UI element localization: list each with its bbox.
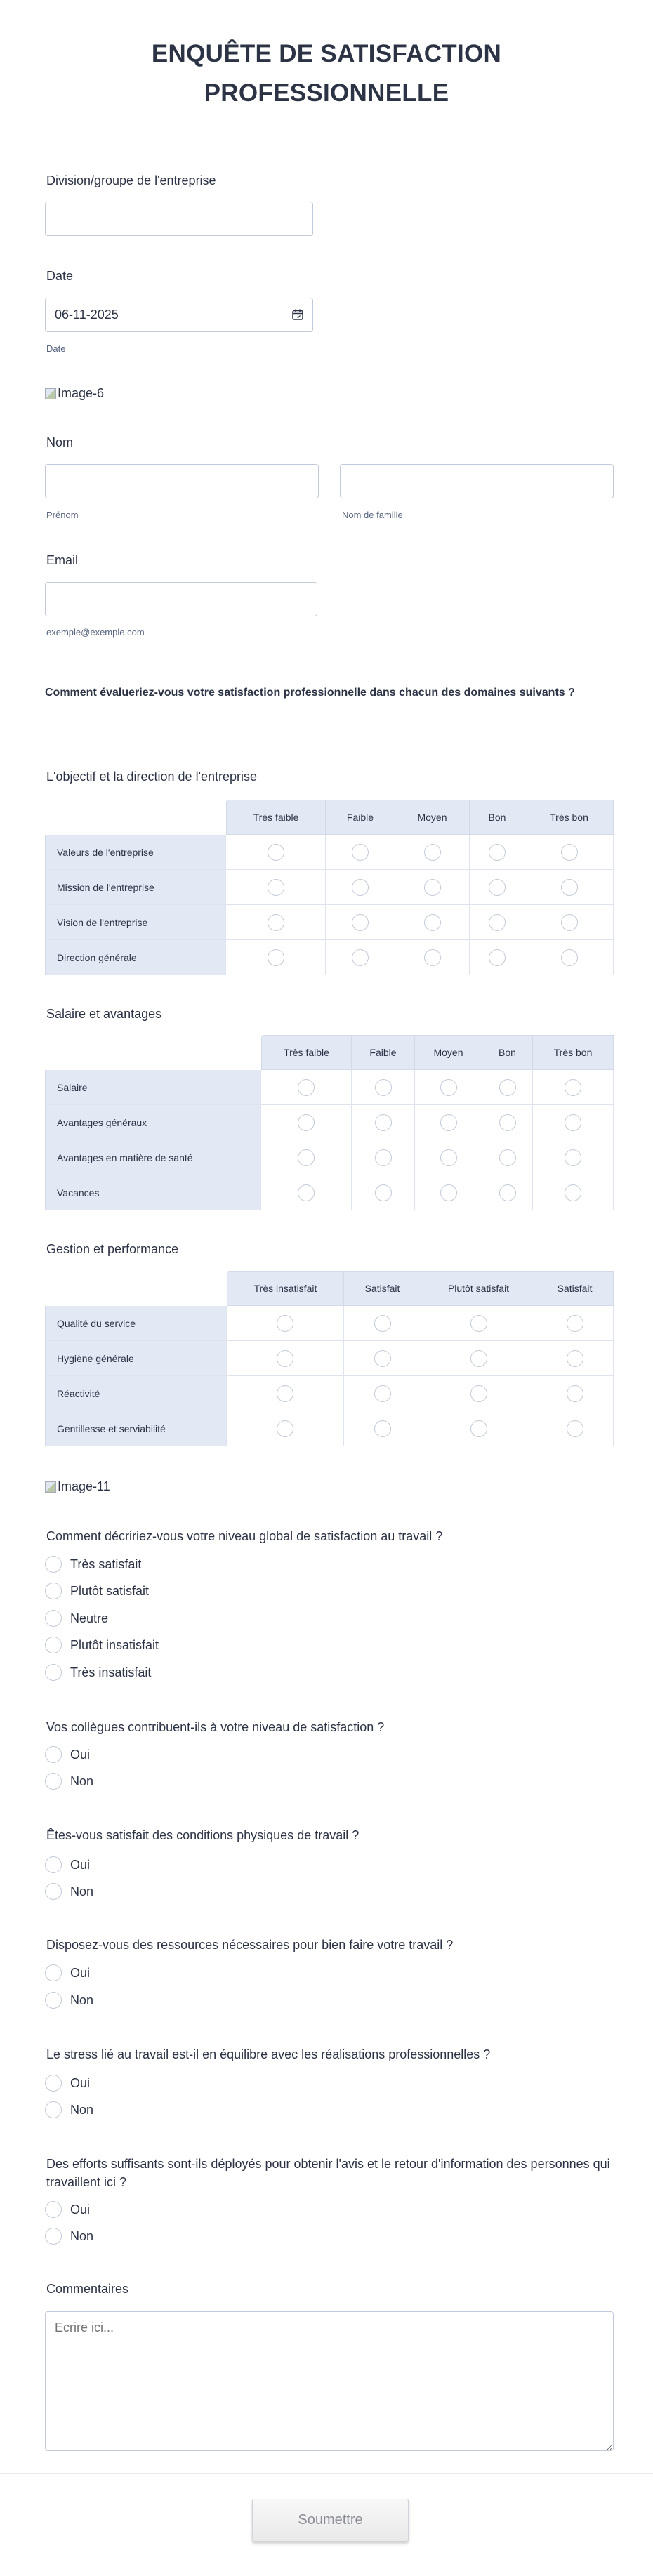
radio-button[interactable] <box>45 1664 62 1681</box>
matrix-cell <box>227 1341 344 1376</box>
matrix-radio[interactable] <box>567 1385 583 1402</box>
matrix-cell <box>227 1376 344 1411</box>
radio-button[interactable] <box>45 1992 62 2009</box>
calendar-icon[interactable] <box>291 308 304 321</box>
radio-option[interactable] <box>45 1964 90 1981</box>
matrix-row <box>45 1411 614 1446</box>
matrix-row-label: Vision de l'entreprise <box>45 905 226 940</box>
rating-matrix <box>45 1035 614 1210</box>
matrix-cell <box>395 870 470 905</box>
matrix-column-header: Moyen <box>415 1035 482 1070</box>
matrix-cell <box>482 1140 533 1175</box>
date-sublabel: Date <box>46 343 66 354</box>
matrix-cell <box>261 1140 352 1175</box>
matrix-cell <box>415 1070 482 1105</box>
matrix-column-header: Moyen <box>395 800 470 835</box>
matrix-row <box>45 1341 614 1376</box>
matrix-cell <box>352 1140 415 1175</box>
matrix-column-header: Bon <box>470 800 525 835</box>
matrix-title: Gestion et performance <box>46 1242 179 1256</box>
matrix-cell <box>326 940 395 975</box>
question-label: Disposez-vous des ressources nécessaires pour bien faire votre travail ? <box>46 1938 454 1952</box>
matrix-corner <box>45 800 226 835</box>
matrix-radio[interactable] <box>268 879 284 896</box>
radio-option-label: Neutre <box>70 1611 109 1625</box>
matrix-radio[interactable] <box>567 1315 583 1332</box>
email-input[interactable] <box>45 582 317 616</box>
matrix-radio[interactable] <box>298 1079 315 1096</box>
radio-option[interactable] <box>45 1773 93 1790</box>
rating-matrix <box>45 800 614 975</box>
matrix-column-header: Faible <box>326 800 395 835</box>
matrix-radio[interactable] <box>561 879 578 896</box>
radio-button[interactable] <box>45 2075 62 2092</box>
matrix-cell <box>536 1306 614 1341</box>
matrix-radio[interactable] <box>565 1184 581 1201</box>
submit-button[interactable]: Soumettre <box>252 2499 409 2542</box>
matrix-radio[interactable] <box>298 1184 315 1201</box>
name-label: Nom <box>46 435 74 449</box>
radio-button[interactable] <box>45 1637 62 1653</box>
form-title <box>0 34 653 113</box>
radio-option[interactable] <box>45 1610 108 1627</box>
radio-button[interactable] <box>45 1883 62 1900</box>
matrix-cell <box>344 1376 421 1411</box>
matrix-radio[interactable] <box>352 879 369 896</box>
matrix-radio[interactable] <box>424 949 441 966</box>
radio-option[interactable] <box>45 1556 141 1573</box>
date-label: Date <box>46 269 74 283</box>
matrix-row-label: Gentillesse et serviabilité <box>45 1411 227 1446</box>
matrix-cell <box>533 1140 614 1175</box>
division-input[interactable] <box>45 202 313 236</box>
matrix-cell <box>525 870 614 905</box>
matrix-column-header: Satisfait <box>344 1271 421 1306</box>
question-label: Des efforts suffisants sont-ils déployés pour obtenir l'avis et le retour d'information des personnes qui travaillent ici ? <box>46 2157 610 2189</box>
image-11-alt: Image-11 <box>58 1479 110 1493</box>
matrix-radio[interactable] <box>277 1420 293 1437</box>
email-label: Email <box>46 553 79 567</box>
matrix-cell <box>525 940 614 975</box>
matrix-row <box>45 1175 614 1210</box>
matrix-radio[interactable] <box>565 1149 581 1166</box>
matrix-cell <box>226 905 326 940</box>
radio-option-label: Plutôt insatisfait <box>70 1637 159 1652</box>
question-label: Comment décririez-vous votre niveau global de satisfaction au travail ? <box>46 1529 443 1543</box>
radio-option[interactable] <box>45 1664 151 1681</box>
matrix-column-header: Très faible <box>261 1035 352 1070</box>
matrix-row-label: Avantages en matière de santé <box>45 1140 261 1175</box>
matrix-radio[interactable] <box>470 1385 487 1402</box>
matrix-row-label: Avantages généraux <box>45 1105 261 1140</box>
matrix-cell <box>525 905 614 940</box>
matrix-cell <box>395 905 470 940</box>
matrix-radio[interactable] <box>374 1315 391 1332</box>
matrix-cell <box>470 940 525 975</box>
matrix-radio[interactable] <box>375 1149 392 1166</box>
matrix-radio[interactable] <box>489 844 506 861</box>
matrix-radio[interactable] <box>268 914 284 931</box>
radio-option[interactable] <box>45 2228 93 2245</box>
last-name-input[interactable] <box>340 464 614 498</box>
broken-image-icon <box>45 1481 56 1493</box>
matrix-cell <box>482 1175 533 1210</box>
matrix-radio[interactable] <box>277 1350 293 1367</box>
matrix-radio[interactable] <box>277 1385 293 1402</box>
matrix-radio[interactable] <box>440 1184 457 1201</box>
date-input[interactable] <box>45 298 313 332</box>
matrix-radio[interactable] <box>375 1184 392 1201</box>
radio-option-label: Oui <box>70 1857 91 1872</box>
matrix-radio[interactable] <box>375 1079 392 1096</box>
matrix-radio[interactable] <box>470 1350 487 1367</box>
matrix-radio[interactable] <box>499 1114 516 1131</box>
radio-option[interactable] <box>45 2101 93 2118</box>
title-line-1: ENQUÊTE DE SATISFACTION <box>151 40 502 67</box>
matrix-column-header: Très insatisfait <box>227 1271 344 1306</box>
radio-option-label: Très insatisfait <box>70 1665 152 1679</box>
matrix-cell <box>227 1411 344 1446</box>
matrix-cell <box>261 1070 352 1105</box>
matrix-radio[interactable] <box>374 1350 391 1367</box>
matrix-cell <box>533 1175 614 1210</box>
matrix-radio[interactable] <box>268 844 284 861</box>
matrix-cell <box>326 905 395 940</box>
image-6-alt: Image-6 <box>58 386 105 400</box>
rating-matrix <box>45 1271 614 1446</box>
matrix-cell <box>470 870 525 905</box>
form-header <box>0 0 653 150</box>
radio-option-label: Non <box>70 2102 94 2117</box>
matrix-cell <box>226 940 326 975</box>
radio-option-label: Non <box>70 1884 94 1898</box>
matrix-row <box>45 1140 614 1175</box>
radio-option[interactable] <box>45 1583 149 1599</box>
matrix-cell <box>326 835 395 870</box>
matrix-radio[interactable] <box>298 1114 315 1131</box>
matrix-row-label: Salaire <box>45 1070 261 1105</box>
matrix-title: L'objectif et la direction de l'entreprise <box>46 770 258 784</box>
matrix-column-header: Bon <box>482 1035 533 1070</box>
matrix-row <box>45 870 614 905</box>
comments-label: Commentaires <box>46 2282 129 2296</box>
radio-button[interactable] <box>45 1610 62 1627</box>
matrix-cell <box>525 835 614 870</box>
matrix-cell <box>470 905 525 940</box>
radio-button[interactable] <box>45 2101 62 2118</box>
matrix-cell <box>536 1376 614 1411</box>
matrix-row-label: Vacances <box>45 1175 261 1210</box>
matrix-cell <box>352 1105 415 1140</box>
matrix-column-header: Plutôt satisfait <box>421 1271 536 1306</box>
radio-option-label: Non <box>70 2228 94 2243</box>
question-label: Êtes-vous satisfait des conditions physiques de travail ? <box>46 1828 360 1842</box>
matrix-corner <box>45 1035 261 1070</box>
date-value: 06-11-2025 <box>55 308 119 322</box>
matrix-cell <box>344 1306 421 1341</box>
matrix-row-label: Réactivité <box>45 1376 227 1411</box>
matrix-cell <box>344 1411 421 1446</box>
radio-option-label: Oui <box>70 1747 91 1762</box>
radio-button[interactable] <box>45 1773 62 1790</box>
matrix-column-header: Faible <box>352 1035 415 1070</box>
matrix-radio[interactable] <box>298 1149 315 1166</box>
last-name-sublabel: Nom de famille <box>342 510 403 520</box>
matrix-row <box>45 835 614 870</box>
radio-button[interactable] <box>45 1964 62 1981</box>
question-label: Vos collègues contribuent-ils à votre niveau de satisfaction ? <box>46 1720 385 1734</box>
comments-textarea[interactable] <box>45 2311 614 2451</box>
radio-option-label: Plutôt satisfait <box>70 1583 150 1598</box>
matrix-column-header: Très faible <box>226 800 326 835</box>
image-6 <box>45 386 104 401</box>
matrix-cell <box>421 1376 536 1411</box>
matrix-radio[interactable] <box>489 879 506 896</box>
matrix-title: Salaire et avantages <box>46 1007 162 1021</box>
title-line-2: PROFESSIONNELLE <box>204 79 449 107</box>
matrix-radio[interactable] <box>470 1315 487 1332</box>
matrix-radio[interactable] <box>352 949 369 966</box>
matrix-column-header: Très bon <box>525 800 614 835</box>
matrix-cell <box>326 870 395 905</box>
matrix-radio[interactable] <box>440 1114 457 1131</box>
matrix-cell <box>352 1175 415 1210</box>
radio-option[interactable] <box>45 2201 90 2218</box>
radio-button[interactable] <box>45 1856 62 1873</box>
footer-divider <box>0 2473 653 2474</box>
matrix-cell <box>395 835 470 870</box>
matrix-row-label: Mission de l'entreprise <box>45 870 226 905</box>
radio-button[interactable] <box>45 1556 62 1573</box>
radio-option[interactable] <box>45 1856 90 1873</box>
matrix-radio[interactable] <box>352 844 369 861</box>
radio-option[interactable] <box>45 1883 93 1900</box>
matrix-cell <box>227 1306 344 1341</box>
matrix-cell <box>470 835 525 870</box>
matrix-radio[interactable] <box>561 949 578 966</box>
matrix-cell <box>421 1411 536 1446</box>
matrix-row-label: Direction générale <box>45 940 226 975</box>
email-sublabel: exemple@exemple.com <box>46 627 145 638</box>
matrix-row-label: Qualité du service <box>45 1306 227 1341</box>
matrix-radio[interactable] <box>565 1079 581 1096</box>
radio-option[interactable] <box>45 1992 93 2009</box>
radio-button[interactable] <box>45 1583 62 1599</box>
matrix-row <box>45 940 614 975</box>
matrix-cell <box>395 940 470 975</box>
matrix-cell <box>421 1341 536 1376</box>
matrix-cell <box>415 1140 482 1175</box>
matrix-radio[interactable] <box>440 1079 457 1096</box>
matrix-cell <box>261 1175 352 1210</box>
matrix-radio[interactable] <box>352 914 369 931</box>
matrix-radio[interactable] <box>567 1350 583 1367</box>
matrix-cell <box>226 870 326 905</box>
matrix-radio[interactable] <box>375 1114 392 1131</box>
matrix-radio[interactable] <box>470 1420 487 1437</box>
matrix-radio[interactable] <box>489 949 506 966</box>
radio-option-label: Oui <box>70 2202 91 2217</box>
image-11 <box>45 1479 110 1494</box>
matrix-radio[interactable] <box>565 1114 581 1131</box>
matrix-corner <box>45 1271 227 1306</box>
matrix-cell <box>533 1070 614 1105</box>
radio-button[interactable] <box>45 2228 62 2245</box>
matrix-question: Comment évalueriez-vous votre satisfaction professionnelle dans chacun des domaines suivants ? <box>45 687 575 699</box>
question-label: Le stress lié au travail est-il en équilibre avec les réalisations professionnelles ? <box>46 2047 491 2061</box>
radio-button[interactable] <box>45 2201 62 2218</box>
matrix-column-header: Très bon <box>533 1035 614 1070</box>
matrix-cell <box>226 835 326 870</box>
matrix-cell <box>261 1105 352 1140</box>
matrix-row <box>45 1105 614 1140</box>
matrix-row <box>45 1306 614 1341</box>
matrix-cell <box>536 1341 614 1376</box>
division-label: Division/groupe de l'entreprise <box>46 173 216 187</box>
first-name-input[interactable] <box>45 464 319 498</box>
matrix-cell <box>533 1105 614 1140</box>
matrix-radio[interactable] <box>424 879 441 896</box>
radio-option-label: Très satisfait <box>70 1557 142 1571</box>
matrix-radio[interactable] <box>424 914 441 931</box>
radio-button[interactable] <box>45 1746 62 1763</box>
matrix-row-label: Hygiène générale <box>45 1341 227 1376</box>
first-name-sublabel: Prénom <box>46 510 79 520</box>
matrix-radio[interactable] <box>489 914 506 931</box>
matrix-column-header: Satisfait <box>536 1271 614 1306</box>
radio-option[interactable] <box>45 2075 90 2092</box>
broken-image-icon <box>45 388 56 399</box>
radio-option-label: Oui <box>70 1965 91 1980</box>
matrix-radio[interactable] <box>374 1385 391 1402</box>
matrix-cell <box>482 1105 533 1140</box>
matrix-radio[interactable] <box>374 1420 391 1437</box>
matrix-radio[interactable] <box>277 1315 293 1332</box>
matrix-row <box>45 905 614 940</box>
matrix-radio[interactable] <box>499 1184 516 1201</box>
matrix-cell <box>536 1411 614 1446</box>
matrix-cell <box>415 1105 482 1140</box>
matrix-radio[interactable] <box>561 914 578 931</box>
matrix-cell <box>421 1306 536 1341</box>
matrix-radio[interactable] <box>424 844 441 861</box>
matrix-cell <box>482 1070 533 1105</box>
matrix-row <box>45 1376 614 1411</box>
matrix-row <box>45 1070 614 1105</box>
radio-option-label: Non <box>70 1993 94 2007</box>
radio-option[interactable] <box>45 1637 159 1653</box>
matrix-radio[interactable] <box>440 1149 457 1166</box>
matrix-radio[interactable] <box>499 1079 516 1096</box>
radio-option[interactable] <box>45 1746 90 1763</box>
matrix-radio[interactable] <box>567 1420 583 1437</box>
matrix-cell <box>415 1175 482 1210</box>
matrix-cell <box>352 1070 415 1105</box>
matrix-row-label: Valeurs de l'entreprise <box>45 835 226 870</box>
radio-option-label: Non <box>70 1774 94 1788</box>
matrix-radio[interactable] <box>499 1149 516 1166</box>
matrix-radio[interactable] <box>561 844 578 861</box>
radio-option-label: Oui <box>70 2075 91 2090</box>
matrix-radio[interactable] <box>268 949 284 966</box>
matrix-cell <box>344 1341 421 1376</box>
